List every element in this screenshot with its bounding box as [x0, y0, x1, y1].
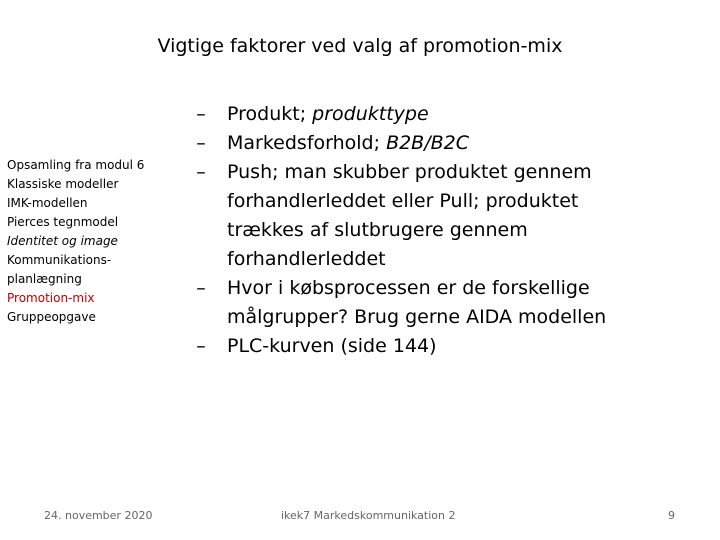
sidebar-item-klassiske-modeller: Klassiske modeller	[7, 177, 119, 191]
bullet-dash: –	[196, 277, 206, 299]
sidebar-item-pierces-tegnmodel: Pierces tegnmodel	[7, 215, 119, 229]
bullet-line	[227, 100, 715, 129]
bullet-dash: –	[196, 132, 206, 154]
bullet-line: PLC-kurven (side 144)	[227, 335, 437, 357]
bullet-dash: –	[196, 103, 206, 125]
sidebar-outline	[7, 156, 167, 327]
sidebar-item-kommunikationsplanlaegning-line1: Kommunikations-	[7, 253, 112, 267]
bullet-list	[175, 100, 715, 361]
bullet-text: Markedsforhold;	[227, 132, 387, 154]
footer-page-number: 9	[668, 509, 675, 522]
slide-title: Vigtige faktorer ved valg af promotion-mix	[157, 35, 563, 57]
bullet-item-produkt	[175, 100, 715, 129]
sidebar-item-imk-modellen: IMK-modellen	[7, 196, 88, 210]
bullet-line: Hvor i købsprocessen er de forskellige	[227, 277, 590, 299]
bullet-line	[227, 129, 715, 158]
bullet-item-plc-kurven	[175, 332, 715, 361]
bullet-line: målgrupper? Brug gerne AIDA modellen	[227, 306, 607, 328]
bullet-line: forhandlerleddet eller Pull; produktet	[227, 190, 579, 212]
sidebar-item-opsamling: Opsamling fra modul 6	[7, 158, 145, 172]
bullet-line: Push; man skubber produktet gennem	[227, 161, 592, 183]
bullet-dash: –	[196, 335, 206, 357]
bullet-italic-text: produkttype	[312, 103, 429, 125]
bullet-item-push-pull	[175, 158, 715, 274]
footer-course-name: ikek7 Markedskommunikation 2	[281, 509, 456, 522]
bullet-item-markedsforhold	[175, 129, 715, 158]
sidebar-item-promotion-mix: Promotion-mix	[7, 291, 95, 305]
bullet-line: forhandlerleddet	[227, 248, 386, 270]
sidebar-item-gruppeopgave: Gruppeopgave	[7, 310, 96, 324]
bullet-line: trækkes af slutbrugere gennem	[227, 219, 528, 241]
bullet-item-kobsprocessen	[175, 274, 715, 332]
bullet-text: Produkt;	[227, 103, 313, 125]
sidebar-item-identitet-og-image: Identitet og image	[7, 234, 118, 248]
footer-date: 24. november 2020	[44, 509, 153, 522]
bullet-dash: –	[196, 161, 206, 183]
sidebar-item-kommunikationsplanlaegning-line2: planlægning	[7, 272, 82, 286]
bullet-italic-text: B2B/B2C	[386, 132, 470, 154]
